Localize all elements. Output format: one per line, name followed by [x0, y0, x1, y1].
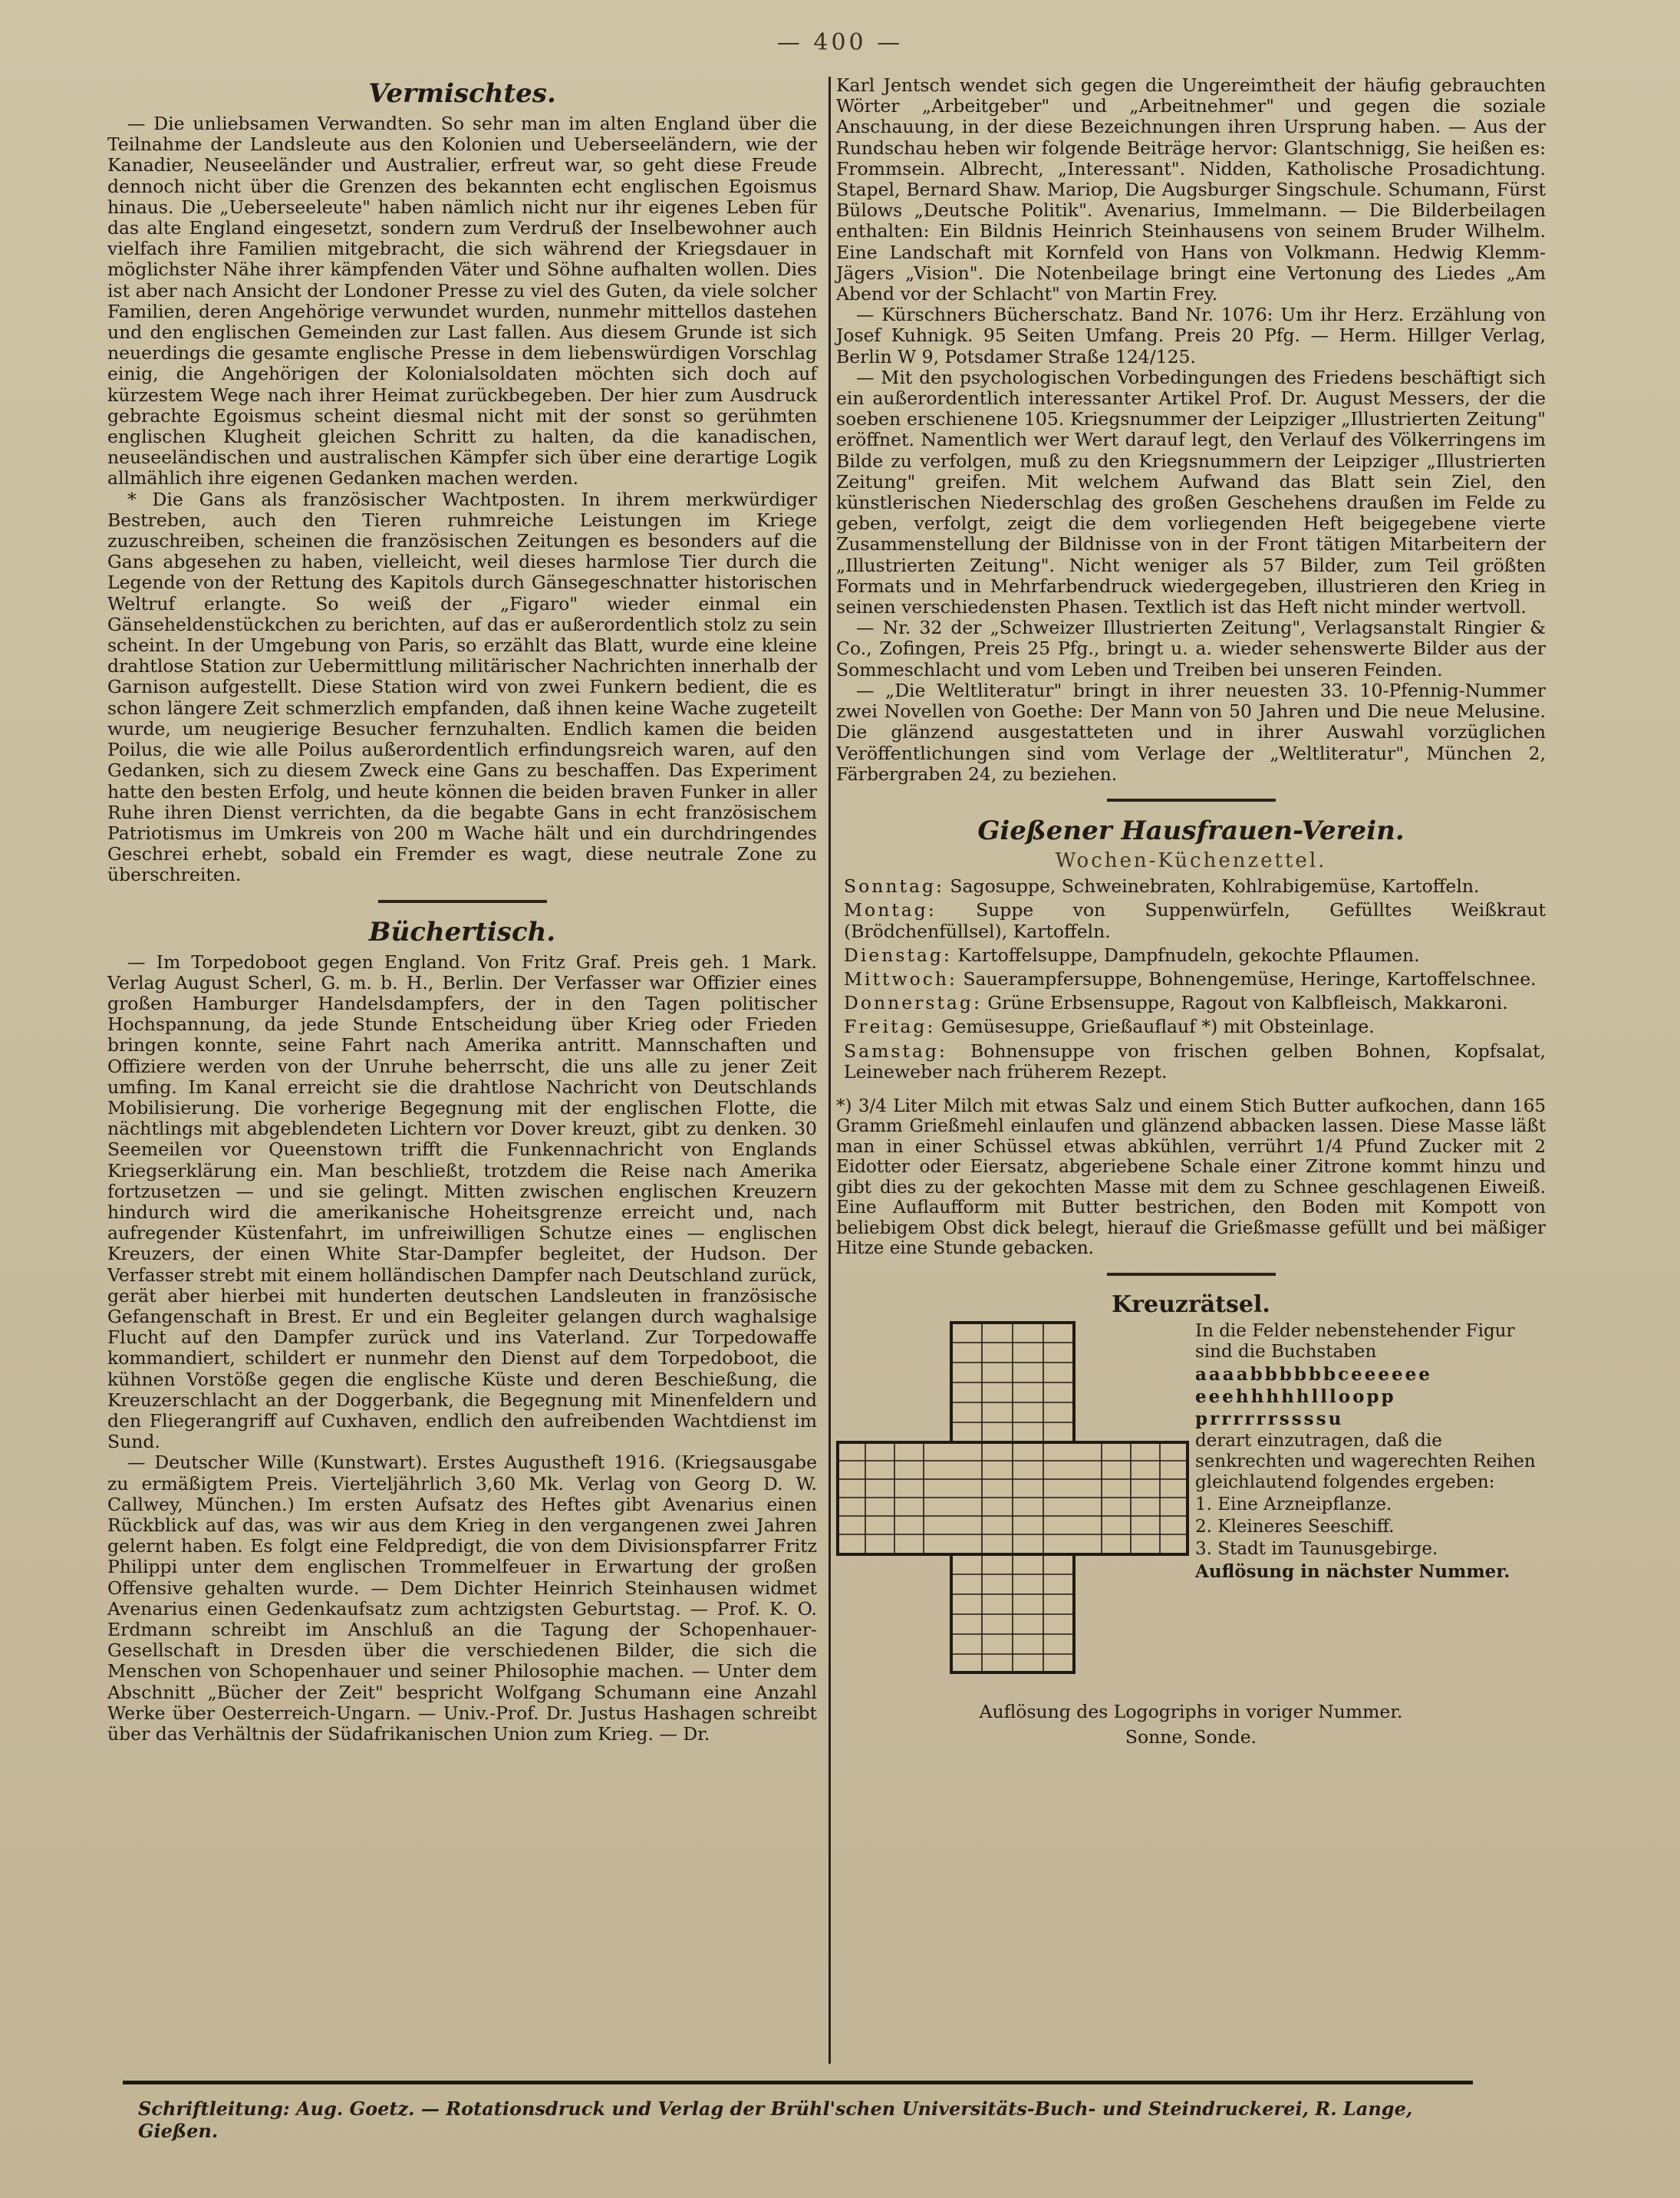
menu-dish: Kartoffelsuppe, Dampfnudeln, gekochte Pflaumen.	[957, 944, 1420, 966]
menu-dish: Sauerampfersuppe, Bohnengemüse, Heringe, Kartoffelschnee.	[963, 967, 1537, 990]
page-number: — 400 —	[776, 29, 904, 56]
crossword-clue: 3. Stadt im Taunusgebirge.	[1195, 1539, 1438, 1560]
weekly-menu	[836, 876, 1546, 1083]
menu-entry	[844, 876, 1546, 897]
menu-dish: Sagosuppe, Schweinebraten, Kohlrabigemüse, Kartoffeln.	[950, 875, 1480, 898]
menu-dish: Suppe von Suppenwürfeln, Gefülltes Weißkraut (Brödchenfüllsel), Kartoffeln.	[844, 899, 1546, 942]
section-title-kreuzraetsel: Kreuzrätsel.	[1112, 1290, 1270, 1318]
menu-day: Samstag:	[844, 1040, 947, 1062]
crossword-body: derart einzutragen, daß die senkrechten und wagerechten Reihen gleichlautend folgendes ergeben:	[1195, 1431, 1536, 1493]
article-kunstwart-continued: Karl Jentsch wendet sich gegen die Ungereimtheit der häufig gebrauchten Wörter „Arbeitgeber" und „Arbeitnehmer" und gegen die soziale Anschauung, in der diese Bezeichnungen ihren Ursprung haben. — Aus der Rundschau heben wir folgende Beiträge hervor: Glantschnigg, Sie heißen es: Frommsein. Albrecht, „Interessant". Nidden, Katholische Prosadichtung. Stapel, Bernard Shaw. Mariop, Die Augsburger Singschule. Schumann, Fürst Bülows „Deutsche Politik". Avenarius, Immelmann. — Die Bilderbeilagen enthalten: Ein Bildnis Heinrich Steinhausens von seinem Bruder Wilhelm. Eine Landschaft mit Kornfeld von Hans von Volkmann. Hedwig Klemm-Jägers „Vision". Die Notenbeilage bringt eine Vertonung des Liedes „Am Abend vor der Schlacht" von Martin Frey.	[836, 74, 1546, 305]
column-divider	[828, 77, 831, 2064]
section-title-vermischtes: Vermischtes.	[368, 78, 556, 109]
crossword-intro: In die Felder nebenstehender Figur sind die Buchstaben	[1195, 1321, 1515, 1363]
menu-entry	[844, 900, 1546, 941]
right-column	[836, 75, 1546, 1748]
section-divider	[1107, 799, 1276, 802]
previous-solution-title: Auflösung des Logogriphs in voriger Nummer.	[979, 1701, 1403, 1723]
section-divider	[1107, 1273, 1276, 1276]
menu-dish: Bohnensuppe von frischen gelben Bohnen, Kopfsalat, Leineweber nach früherem Rezept.	[844, 1040, 1546, 1083]
crossword	[836, 1321, 1546, 1697]
menu-dish: Gemüsesuppe, Grießauflauf *) mit Obsteinlage.	[940, 1016, 1375, 1038]
menu-entry	[844, 1017, 1546, 1037]
article-verwandten: — Die unliebsamen Verwandten. So sehr man im alten England über die Teilnahme der Landsleute aus den Kolonien und Ueberseeländern, wie der Kanadier, Neuseeländer und Australier, erfreut war, so geht diese Freude dennoch nicht über die Grenzen des bekannten echt englischen Egoismus hinaus. Die „Ueberseeleute" haben nämlich nicht nur ihr eigenes Leben für das alte England eingesetzt, sondern zum Verdruß der Inselbewohner auch vielfach ihre Familien mitgebracht, die sich während der Kriegsdauer in möglichster Nähe ihrer kämpfenden Väter und Söhne aufhalten wollen. Dies ist aber nach Ansicht der Londoner Presse zu viel des Guten, da viele solcher Familien, deren Angehörige verwundet wurden, nunmehr mittellos dastehen und den englischen Gemeinden zur Last fallen. Aus diesem Grunde ist sich neuerdings die gesamte englische Presse in dem liebenswürdigen Vorschlag einig, die Angehörigen der Kolonialsoldaten möchten sich doch auf kürzestem Wege nach ihrer Heimat zurückbegeben. Der hier zum Ausdruck gebrachte Egoismus scheint diesmal nicht mit der sonst so gerühmten englischen Klugheit gleichen Schritt zu halten, da die kanadischen, neuseeländischen und australischen Kämpfer sich über eine derartige Logik allmählich ihre eigenen Gedanken machen werden.	[107, 113, 817, 489]
crossword-solution-note: Auflösung in nächster Nummer.	[1195, 1561, 1510, 1583]
menu-day: Sonntag:	[844, 875, 944, 898]
crossword-clue: 2. Kleineres Seeschiff.	[1195, 1517, 1395, 1537]
menu-dish: Grüne Erbsensuppe, Ragout von Kalbfleisch, Makkaroni.	[987, 992, 1508, 1014]
article-weltliteratur: — „Die Weltliteratur" bringt in ihrer neuesten 33. 10-Pfennig-Nummer zwei Novellen von Goethe: Der Mann von 50 Jahren und Die neue Melusine. Die glänzend ausgestatteten und in ihrer Auswahl vorzüglichen Veröffentlichungen sind vom Verlage der „Weltliteratur", München 2, Färbergraben 24, zu beziehen.	[836, 679, 1546, 785]
left-column	[107, 75, 817, 1745]
menu-day: Dienstag:	[844, 944, 952, 966]
recipe-footnote: *) 3/4 Liter Milch mit etwas Salz und einem Stich Butter aufkochen, dann 165 Gramm Grießmehl einlaufen und glänzend abbacken lassen. Diese Masse läßt man in einer Schüssel etwas abkühlen, verrührt 1/4 Pfund Zucker mit 2 Eidotter oder Eiersatz, abgeriebene Schale einer Zitrone kommt hinzu und gibt dies zu der gekochten Masse mit dem zu Schnee geschlagenen Eiweiß. Eine Auflaufform mit Butter bestrichen, den Boden mit Kompott von beliebigem Obst dick belegt, hierauf die Grießmasse gefüllt und bei mäßiger Hitze eine Stunde gebacken.	[836, 1096, 1546, 1259]
menu-entry	[844, 945, 1546, 966]
menu-day: Donnerstag:	[844, 992, 982, 1014]
menu-entry	[844, 1041, 1546, 1083]
previous-solution-answer: Sonne, Sonde.	[1125, 1726, 1257, 1748]
crossword-letters: eeehhhhhllloopp	[1195, 1386, 1396, 1408]
section-title-buechertisch: Büchertisch.	[368, 916, 556, 947]
crossword-clue: 1. Eine Arzneipflanze.	[1195, 1494, 1392, 1515]
section-divider	[378, 900, 547, 903]
article-schweizer-zeitung: — Nr. 32 der „Schweizer Illustrierten Zeitung", Verlagsanstalt Ringier & Co., Zofingen, Preis 25 Pfg., bringt u. a. wieder sehenswerte Bilder aus der Sommeschlacht und vom Leben und Treiben bei unseren Feinden.	[836, 617, 1546, 680]
crossword-grid	[836, 1321, 1189, 1674]
imprint: Schriftleitung: Aug. Goetz. — Rotationsdruck und Verlag der Brühl'schen Universitäts-Buch- und Steindruckerei, R. Lange, Gießen.	[138, 2097, 1413, 2142]
section-subtitle-kuechenzettel: Wochen-Küchenzettel.	[1055, 849, 1327, 872]
article-torpedoboot: — Im Torpedoboot gegen England. Von Fritz Graf. Preis geh. 1 Mark. Verlag August Scherl, G. m. b. H., Berlin. Der Verfasser war Offizier eines großen Hamburger Handelsdampfers, der in den Tagen politischer Hochspannung, da jede Stunde Entscheidung über Krieg oder Frieden bringen konnte, seine Fahrt nach Amerika antritt. Mannschaften und Offiziere werden von der Unruhe beherrscht, die uns alle zu jener Zeit umfing. Im Kanal erreicht sie die drahtlose Nachricht von Deutschlands Mobilisierung. Die vorherige Begegnung mit der englischen Flotte, die nächtlings mit abgeblendeten Lichtern vor Dover kreuzt, gibt zu denken. 30 Seemeilen vor Queenstown trifft die Funkennachricht von Englands Kriegserklärung ein. Man beschließt, trotzdem die Reise nach Amerika fortzusetzen — und sie gelingt. Mitten zwischen englischen Kreuzern hindurch wird die amerikanische Hoheitsgrenze erreicht und, nach aufregender Küstenfahrt, im unfreiwilligen Schutze eines — englischen Kreuzers, der einen White Star-Dampfer begleitet, der Hudson. Der Verfasser strebt mit einem holländischen Dampfer nach Deutschland zurück, gerät aber hierbei mit hunderten deutschen Landsleuten in französische Gefangenschaft in Brest. Er und ein Begleiter gelangen durch waghalsige Flucht auf den Dampfer zurück und ins Vaterland. Zur Torpedowaffe kommandiert, schildert er nunmehr den Dienst auf dem Torpedoboot, die kühnen Vorstöße gegen die englische Küste und deren Beschießung, die Kreuzerschlacht an der Doggerbank, die Begegnung mit Minenfeldern und den Fliegerangriff auf Cuxhaven, endlich den aufreibenden Wachtdienst im Sund.	[107, 951, 817, 1453]
menu-entry	[844, 969, 1546, 990]
crossword-letters: aaaabbbbbbceeeeee	[1195, 1364, 1432, 1386]
article-kuerschner: — Kürschners Bücherschatz. Band Nr. 1076: Um ihr Herz. Erzählung von Josef Kuhnigk. 95 Seiten Umfang. Preis 20 Pfg. — Herm. Hillger Verlag, Berlin W 9, Potsdamer Straße 124/125.	[836, 304, 1546, 367]
menu-day: Mittwoch:	[844, 967, 957, 990]
footer-rule	[123, 2081, 1473, 2084]
menu-day: Freitag:	[844, 1016, 936, 1038]
article-gans: * Die Gans als französischer Wachtposten. In ihrem merkwürdiger Bestreben, auch den Tieren ruhmreiche Leistungen im Kriege zuzuschreiben, scheinen die französischen Zeitungen es besonders auf die Gans abgesehen zu haben, vielleicht, weil dieses harmlose Tier durch die Legende von der Rettung des Kapitols durch Gänsegeschnatter historischen Weltruf erlangte. So weiß der „Figaro" wieder einmal ein Gänseheldenstückchen zu berichten, auf das er außerordentlich stolz zu sein scheint. In der Umgebung von Paris, so erzählt das Blatt, wurde eine kleine drahtlose Station zur Uebermittlung militärischer Nachrichten innerhalb der Garnison aufgestellt. Diese Station wird von zwei Funkern bedient, die es schon längere Zeit schmerzlich empfanden, daß ihnen keine Wache zugeteilt wurde, um neugierige Besucher fernzuhalten. Endlich kamen die beiden Poilus, die wie alle Poilus außerordentlich erfindungsreich waren, auf den Gedanken, sich zu diesem Zweck eine Gans zu beschaffen. Das Experiment hatte den besten Erfolg, und heute können die beiden braven Funker in aller Ruhe ihren Dienst verrichten, da die begabte Gans in echt französischem Patriotismus im Umkreis von 200 m Wache hält und ein durchdringendes Geschrei erhebt, sobald ein Fremder es wagt, diese neutrale Zone zu überschreiten.	[107, 488, 817, 886]
article-illustrierte-zeitung: — Mit den psychologischen Vorbedingungen des Friedens beschäftigt sich ein außerordentlich interessanter Artikel Prof. Dr. August Messers, der die soeben erschienene 105. Kriegsnummer der Leipziger „Illustrierten Zeitung" eröffnet. Namentlich wer Wert darauf legt, den Verlauf des Völkerringens im Bilde zu verfolgen, muß zu den Kriegsnummern der Leipziger „Illustrierten Zeitung" greifen. Mit welchem Aufwand das Blatt sein Ziel, den künstlerischen Niederschlag des großen Geschehens draußen im Felde zu geben, verfolgt, zeigt die dem vorliegenden Heft beigegebene vierte Zusammenstellung der Bildnisse von in der Front tätigen Mitarbeitern der „Illustrierten Zeitung". Nicht weniger als 57 Bilder, zum Teil größten Formats und in Mehrfarbendruck wiedergegeben, illustrieren den Krieg in seinen verschiedensten Phasen. Textlich ist das Heft nicht minder wertvoll.	[836, 366, 1546, 618]
article-deutscher-wille: — Deutscher Wille (Kunstwart). Erstes Augustheft 1916. (Kriegsausgabe zu ermäßigtem Preis. Vierteljährlich 3,60 Mk. Verlag von Georg D. W. Callwey, München.) Im ersten Aufsatz des Heftes gibt Avenarius einen Rückblick auf das, was wir aus dem Krieg in den vergangenen zwei Jahren gelernt haben. Es folgt eine Feldpredigt, die von dem Divisionspfarrer Fritz Philippi unter dem englischen Trommelfeuer in Erwartung der großen Offensive gehalten wurde. — Dem Dichter Heinrich Steinhausen widmet Avenarius einen Gedenkaufsatz zum achtzigsten Geburtstag. — Prof. K. O. Erdmann schreibt im Anschluß an die Tagung der Schopenhauer-Gesellschaft in Dresden über die verschiedenen Bilder, die sich die Menschen von Schopenhauer und seiner Philosophie machen. — Unter dem Abschnitt „Bücher der Zeit" bespricht Wolfgang Schumann eine Anzahl Werke über Oesterreich-Ungarn. — Univ.-Prof. Dr. Justus Hashagen schreibt über das Verhältnis der Südafrikanischen Union zum Krieg. — Dr.	[107, 1452, 817, 1745]
crossword-letters: prrrrrrssssu	[1195, 1409, 1344, 1430]
menu-entry	[844, 993, 1546, 1013]
section-title-hausfrauen-verein: Gießener Hausfrauen-Verein.	[977, 815, 1405, 846]
menu-day: Montag:	[844, 899, 937, 921]
crossword-instructions	[1195, 1321, 1548, 1583]
